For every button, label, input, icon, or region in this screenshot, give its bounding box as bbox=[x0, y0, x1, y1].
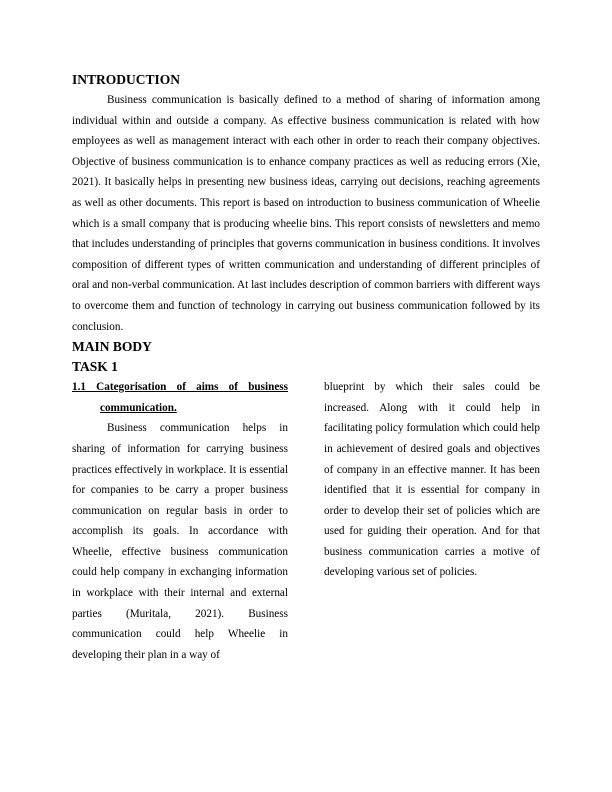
two-column-section bbox=[72, 377, 540, 665]
right-column bbox=[324, 377, 540, 665]
left-column bbox=[72, 377, 288, 665]
introduction-paragraph: Business communication is basically defined to a method of sharing of information among individual within and outside a company. As effective business communication is related with how employees as well as management interact with each other in order to reach their company objectives. Objective of business communication is to enhance company practices as well as reducing errors (Xie, 2021). It basically helps in presenting new business ideas, carrying out decisions, reaching agreements as well as other documents. This report is based on introduction to business communication of Wheelie which is a small company that is producing wheelie bins. This report consists of newsletters and memo that includes understanding of principles that governs communication in business conditions. It involves composition of different types of written communication and understanding of different principles of oral and non-verbal communication. At last includes description of common barriers with different ways to overcome them and function of technology in carrying out business communication followed by its conclusion. bbox=[72, 94, 540, 333]
main-body-heading: MAIN BODY bbox=[72, 339, 152, 355]
section-1-1-heading: 1.1 Categorisation of aims of business communication. bbox=[72, 381, 288, 414]
left-column-paragraph: Business communication helps in sharing of information for carrying business practices effectively in workplace. It is essential for companies to be carry a proper business communication on regular basis in order to accomplish its goals. In accordance with Wheelie, effective business communication could help company in exchanging information in workplace with their internal and external parties (Muritala, 2021). Business communication could help Wheelie in developing their plan in a way of bbox=[72, 422, 288, 661]
task-1-heading: TASK 1 bbox=[72, 359, 118, 375]
right-column-paragraph: blueprint by which their sales could be increased. Along with it could help in facilitating policy formulation which could help in achievement of desired goals and objectives of company in an effective manner. It has been identified that it is essential for company in order to develop their set of policies which are used for guiding their operation. And for that business communication carries a motive of developing various set of policies. bbox=[324, 381, 540, 579]
document-page bbox=[72, 70, 540, 665]
introduction-heading: INTRODUCTION bbox=[72, 72, 181, 87]
